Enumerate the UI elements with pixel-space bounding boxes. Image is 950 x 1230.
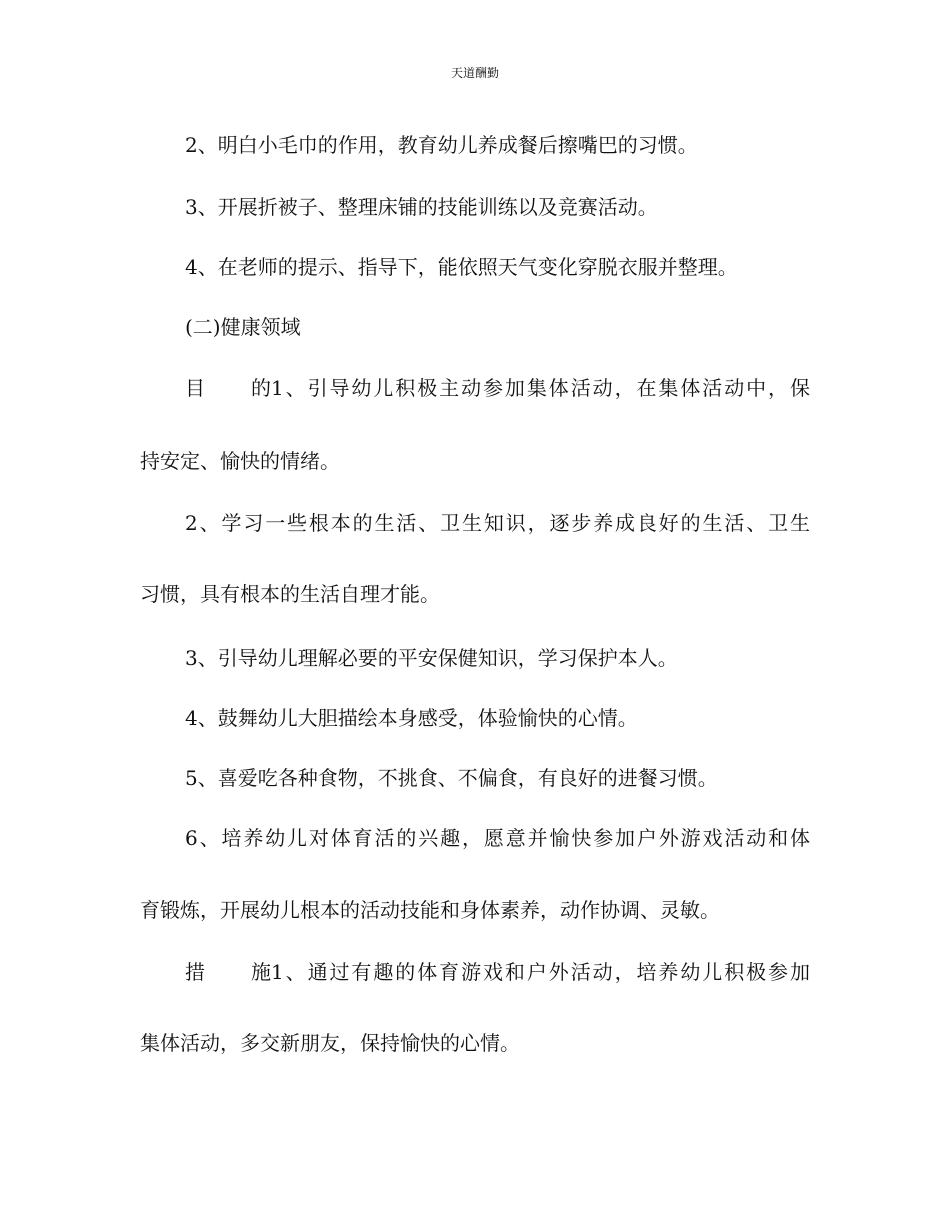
paragraph-text: 1、通过有趣的体育游戏和户外活动，培养幼儿积极参加 xyxy=(271,960,810,984)
paragraph-line: 集体活动，多交新朋友，保持愉快的心情。 xyxy=(140,1031,520,1055)
measures-label: 措施 xyxy=(185,960,271,984)
paragraph-line: 习惯，具有根本的生活自理才能。 xyxy=(140,582,440,606)
goal-label: 目的 xyxy=(185,376,271,400)
paragraph-line: 3、开展折被子、整理床铺的技能训练以及竞赛活动。 xyxy=(185,195,658,219)
paragraph-line: 持安定、愉快的情绪。 xyxy=(140,449,340,473)
paragraph-line: 4、鼓舞幼儿大胆描绘本身感受，体验愉快的心情。 xyxy=(185,706,638,730)
page-header: 天道酬勤 xyxy=(450,66,499,80)
paragraph-line: 2、明白小毛巾的作用，教育幼儿养成餐后擦嘴巴的习惯。 xyxy=(185,133,698,157)
paragraph-line: 6、培养幼儿对体育活的兴趣，愿意并愉快参加户外游戏活动和体 xyxy=(185,826,810,850)
paragraph-line xyxy=(185,960,810,984)
paragraph-line: 2、学习一些根本的生活、卫生知识，逐步养成良好的生活、卫生 xyxy=(185,511,810,535)
paragraph-text: 1、引导幼儿积极主动参加集体活动，在集体活动中，保 xyxy=(271,376,810,400)
paragraph-line xyxy=(185,376,810,400)
section-heading: (二)健康领域 xyxy=(185,315,301,339)
paragraph-line: 5、喜爱吃各种食物，不挑食、不偏食，有良好的进餐习惯。 xyxy=(185,766,718,790)
paragraph-line: 3、引导幼儿理解必要的平安保健知识，学习保护本人。 xyxy=(185,646,678,670)
paragraph-line: 育锻炼，开展幼儿根本的活动技能和身体素养，动作协调、灵敏。 xyxy=(140,898,720,922)
paragraph-line: 4、在老师的提示、指导下，能依照天气变化穿脱衣服并整理。 xyxy=(185,255,738,279)
